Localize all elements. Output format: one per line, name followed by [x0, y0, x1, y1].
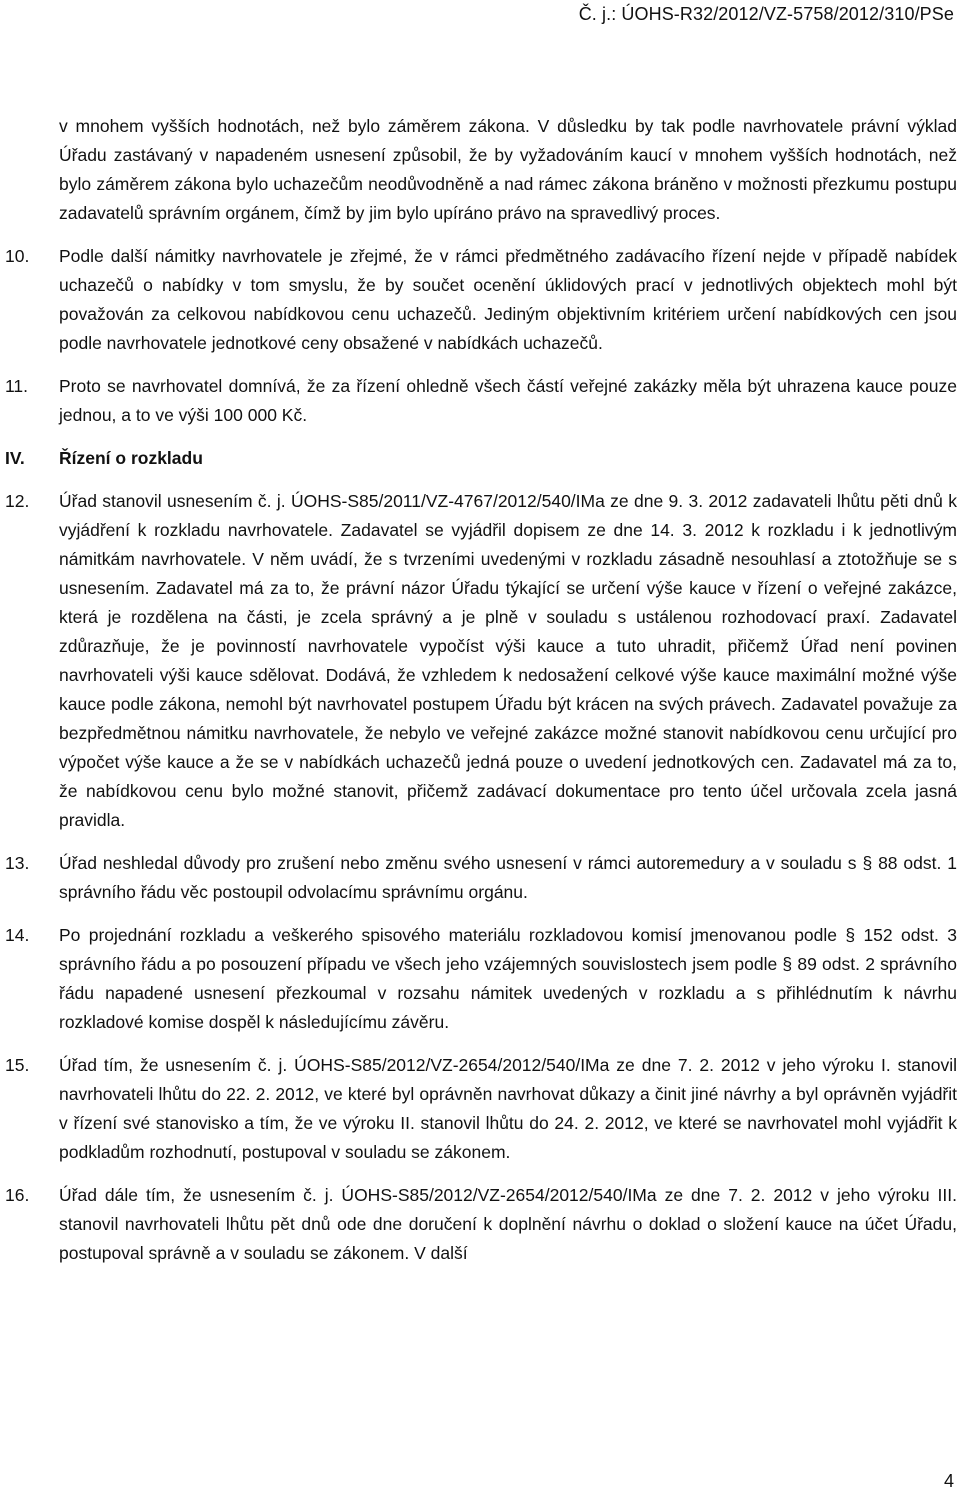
paragraph-number: 16.: [5, 1185, 30, 1205]
paragraph-number: 14.: [5, 925, 30, 945]
paragraph-text: Úřad stanovil usnesením č. j. ÚOHS-S85/2011/VZ-4767/2012/540/IMa ze dne 9. 3. 2012 zadavateli lhůtu pěti dnů k vyjádření k rozkladu navrhovatele. Zadavatel se vyjádřil dopisem ze dne 14. 3. 2012 k rozkladu i k jednotlivým námitkám navrhovatele. V něm uvádí, že s tvrzeními uvedenými v rozkladu zásadně nesouhlasí a ztotožňuje se s usnesením. Zadavatel má za to, že právní názor Úřadu týkající se určení výše kauce v řízení o veřejné zakázce, která je rozdělena na části, je zcela správný a je plně v souladu s ustálenou rozhodovací praxí. Zadavatel zdůrazňuje, že je povinností navrhovatele vypočíst výši kauce a tuto uhradit, přičemž Úřad není povinen navrhovateli výši kauce sdělovat. Dodává, že vzhledem k nedosažení celkové výše kauce maximální možné výše kauce podle zákona, nemohl být navrhovatel postupem Úřadu být krácen na svých právech. Zadavatel považuje za bezpředmětnou námitku navrhovatele, že nebylo ve veřejné zakázce možné stanovit nabídkovou cenu určující pro výpočet výše kauce a že se v nabídkách uchazečů jedná pouze o uvedení jednotkových cen. Zadavatel má za to, že nabídkovou cenu bylo možné stanovit, přičemž zadávací dokumentace pro tento účel určovala zcela jasná pravidla.: [59, 491, 957, 830]
paragraph-text: Úřad neshledal důvody pro zrušení nebo změnu svého usnesení v rámci autoremedury a v souladu s § 88 odst. 1 správního řádu věc postoupil odvolacímu správnímu orgánu.: [59, 853, 957, 902]
numbered-paragraph-11: [5, 372, 957, 430]
intro-paragraph: v mnohem vyšších hodnotách, než bylo záměrem zákona. V důsledku by tak podle navrhovatele právní výklad Úřadu zastávaný v napadeném usnesení způsobil, že by vyžadováním kaucí v mnohem vyšších hodnotách, než bylo záměrem zákona bylo uchazečům neodůvodněně a nad rámec zákona bráněno v možnosti přezkumu postupu zadavatelů správním orgánem, čímž by jim bylo upíráno právo na spravedlivý proces.: [59, 116, 957, 223]
numbered-paragraph-16: [5, 1181, 957, 1268]
numbered-paragraph-15: [5, 1051, 957, 1167]
section-heading: [5, 444, 957, 473]
paragraph-text: Po projednání rozkladu a veškerého spisového materiálu rozkladovou komisí jmenovanou podle § 152 odst. 3 správního řádu a po posouzení případu ve všech jeho vzájemných souvislostech jsem podle § 89 odst. 2 správního řádu napadené usnesení přezkoumal v rozsahu námitek uvedených v rozkladu a s přihlédnutím k návrhu rozkladové komise dospěl k následujícímu závěru.: [59, 925, 957, 1032]
numbered-paragraph-13: [5, 849, 957, 907]
paragraph-number: 11.: [5, 376, 29, 396]
paragraph-number: 10.: [5, 246, 30, 266]
section-number: IV.: [5, 448, 25, 468]
paragraph-text: Podle další námitky navrhovatele je zřejmé, že v rámci předmětného zadávacího řízení nejde v případě nabídek uchazečů o nabídky v tom smyslu, že by součet ocenění úklidových prací v jednotlivých objektech mohl být považován za celkovou nabídkovou cenu uchazečů. Jediným objektivním kritériem určení nabídkových cen jsou podle navrhovatele jednotkové ceny obsažené v nabídkách uchazečů.: [59, 246, 957, 353]
document-body: [5, 112, 957, 1282]
paragraph-number: 15.: [5, 1055, 30, 1075]
section-title: Řízení o rozkladu: [59, 448, 203, 468]
numbered-paragraph-10: [5, 242, 957, 358]
paragraph-text: Proto se navrhovatel domnívá, že za řízení ohledně všech částí veřejné zakázky měla být uhrazena kauce pouze jednou, a to ve výši 100 000 Kč.: [59, 376, 957, 425]
paragraph-number: 12.: [5, 491, 30, 511]
document-reference: Č. j.: ÚOHS-R32/2012/VZ-5758/2012/310/PSe: [578, 4, 954, 24]
numbered-paragraph-14: [5, 921, 957, 1037]
paragraph-text: Úřad dále tím, že usnesením č. j. ÚOHS-S85/2012/VZ-2654/2012/540/IMa ze dne 7. 2. 2012 v jeho výroku III. stanovil navrhovateli lhůtu pět dnů ode dne doručení k doplnění návrhu o doklad o složení kauce na účet Úřadu, postupoval správně a v souladu se zákonem. V další: [59, 1185, 957, 1263]
page-number: 4: [943, 1471, 954, 1491]
numbered-paragraph-12: [5, 487, 957, 835]
paragraph-number: 13.: [5, 853, 30, 873]
paragraph-text: Úřad tím, že usnesením č. j. ÚOHS-S85/2012/VZ-2654/2012/540/IMa ze dne 7. 2. 2012 v jeho výroku I. stanovil navrhovateli lhůtu do 22. 2. 2012, ve které byl oprávněn navrhovat důkazy a činit jiné návrhy a byl oprávněn vyjádřit v řízení své stanovisko a tím, že ve výroku II. stanovil lhůtu do 24. 2. 2012, ve které se navrhovatel mohl vyjádřit k podkladům rozhodnutí, postupoval v souladu se zákonem.: [59, 1055, 957, 1162]
